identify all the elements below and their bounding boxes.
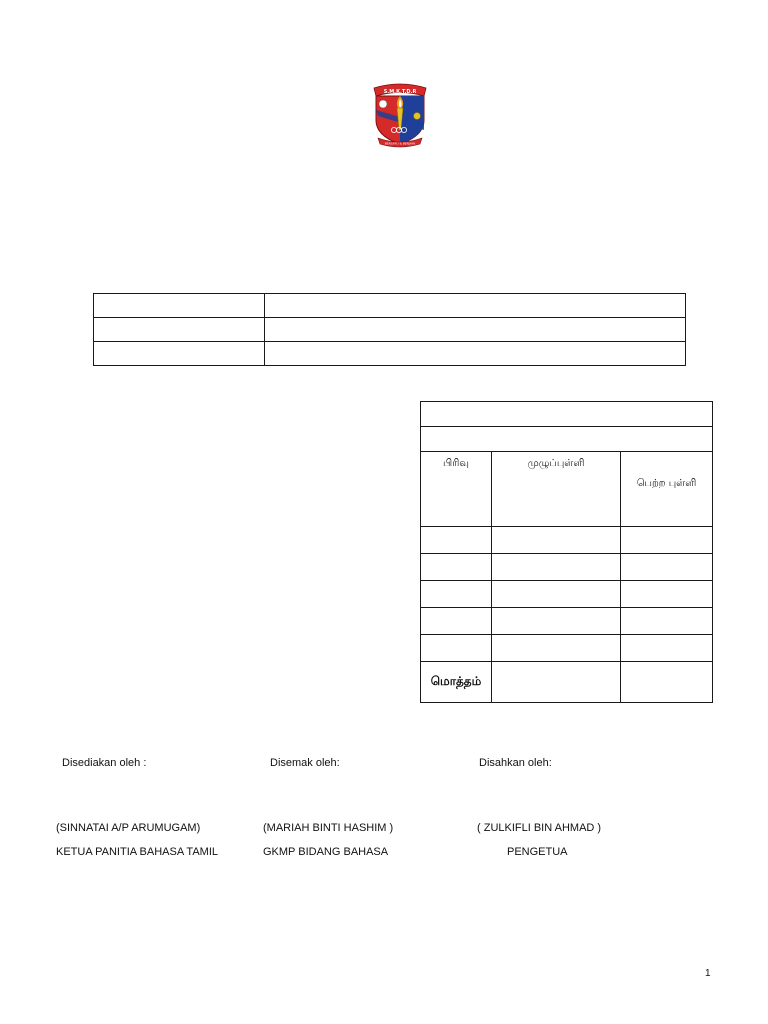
score-blank-cell bbox=[421, 427, 713, 452]
score-cell bbox=[492, 581, 621, 608]
score-cell bbox=[492, 635, 621, 662]
total-full-cell bbox=[492, 662, 621, 703]
score-cell bbox=[621, 608, 713, 635]
info-value-cell bbox=[265, 294, 686, 318]
header-section: பிரிவு bbox=[421, 452, 492, 527]
score-blank-row bbox=[421, 402, 713, 427]
score-row bbox=[421, 581, 713, 608]
info-row bbox=[94, 294, 686, 318]
prepared-by-name: (SINNATAI A/P ARUMUGAM) bbox=[56, 822, 201, 834]
score-cell bbox=[421, 608, 492, 635]
info-value-cell bbox=[265, 318, 686, 342]
score-row bbox=[421, 635, 713, 662]
score-cell bbox=[621, 581, 713, 608]
header-full-marks: முழுப்புள்ளி bbox=[492, 452, 621, 527]
score-cell bbox=[621, 554, 713, 581]
total-label: மொத்தம் bbox=[421, 662, 492, 703]
score-cell bbox=[492, 527, 621, 554]
score-total-row bbox=[421, 662, 713, 703]
info-label-cell bbox=[94, 294, 265, 318]
approved-by-name: ( ZULKIFLI BIN AHMAD ) bbox=[477, 822, 602, 834]
info-value-cell bbox=[265, 342, 686, 366]
header-marks-obtained: பெற்ற புள்ளி bbox=[621, 452, 713, 527]
score-cell bbox=[421, 635, 492, 662]
prepared-by-title: KETUA PANITIA BAHASA TAMIL bbox=[56, 846, 218, 858]
score-blank-row bbox=[421, 427, 713, 452]
score-cell bbox=[421, 554, 492, 581]
score-row bbox=[421, 527, 713, 554]
total-obtained-cell bbox=[621, 662, 713, 703]
score-table bbox=[420, 401, 713, 703]
checked-by-name: (MARIAH BINTI HASHIM ) bbox=[263, 822, 394, 834]
score-cell bbox=[421, 581, 492, 608]
score-cell bbox=[621, 635, 713, 662]
info-label-cell bbox=[94, 318, 265, 342]
score-cell bbox=[492, 608, 621, 635]
crest-top-text: S.M.K.T.D.R bbox=[383, 89, 417, 95]
score-header-row bbox=[421, 452, 713, 527]
checked-by-title: GKMP BIDANG BAHASA bbox=[263, 846, 389, 858]
info-table bbox=[93, 293, 686, 366]
approved-by-label: Disahkan oleh: bbox=[479, 757, 552, 769]
score-cell bbox=[421, 527, 492, 554]
page-number: 1 bbox=[705, 968, 711, 979]
school-crest-logo bbox=[368, 80, 432, 148]
info-row bbox=[94, 342, 686, 366]
score-cell bbox=[621, 527, 713, 554]
info-label-cell bbox=[94, 342, 265, 366]
approved-by-title: PENGETUA bbox=[507, 846, 568, 858]
score-row bbox=[421, 554, 713, 581]
score-row bbox=[421, 608, 713, 635]
crest-bottom-text: BERSATU & BERJAYA bbox=[384, 141, 416, 146]
checked-by-label: Disemak oleh: bbox=[270, 757, 340, 769]
score-cell bbox=[492, 554, 621, 581]
score-blank-cell bbox=[421, 402, 713, 427]
prepared-by-label: Disediakan oleh : bbox=[62, 757, 147, 769]
info-row bbox=[94, 318, 686, 342]
